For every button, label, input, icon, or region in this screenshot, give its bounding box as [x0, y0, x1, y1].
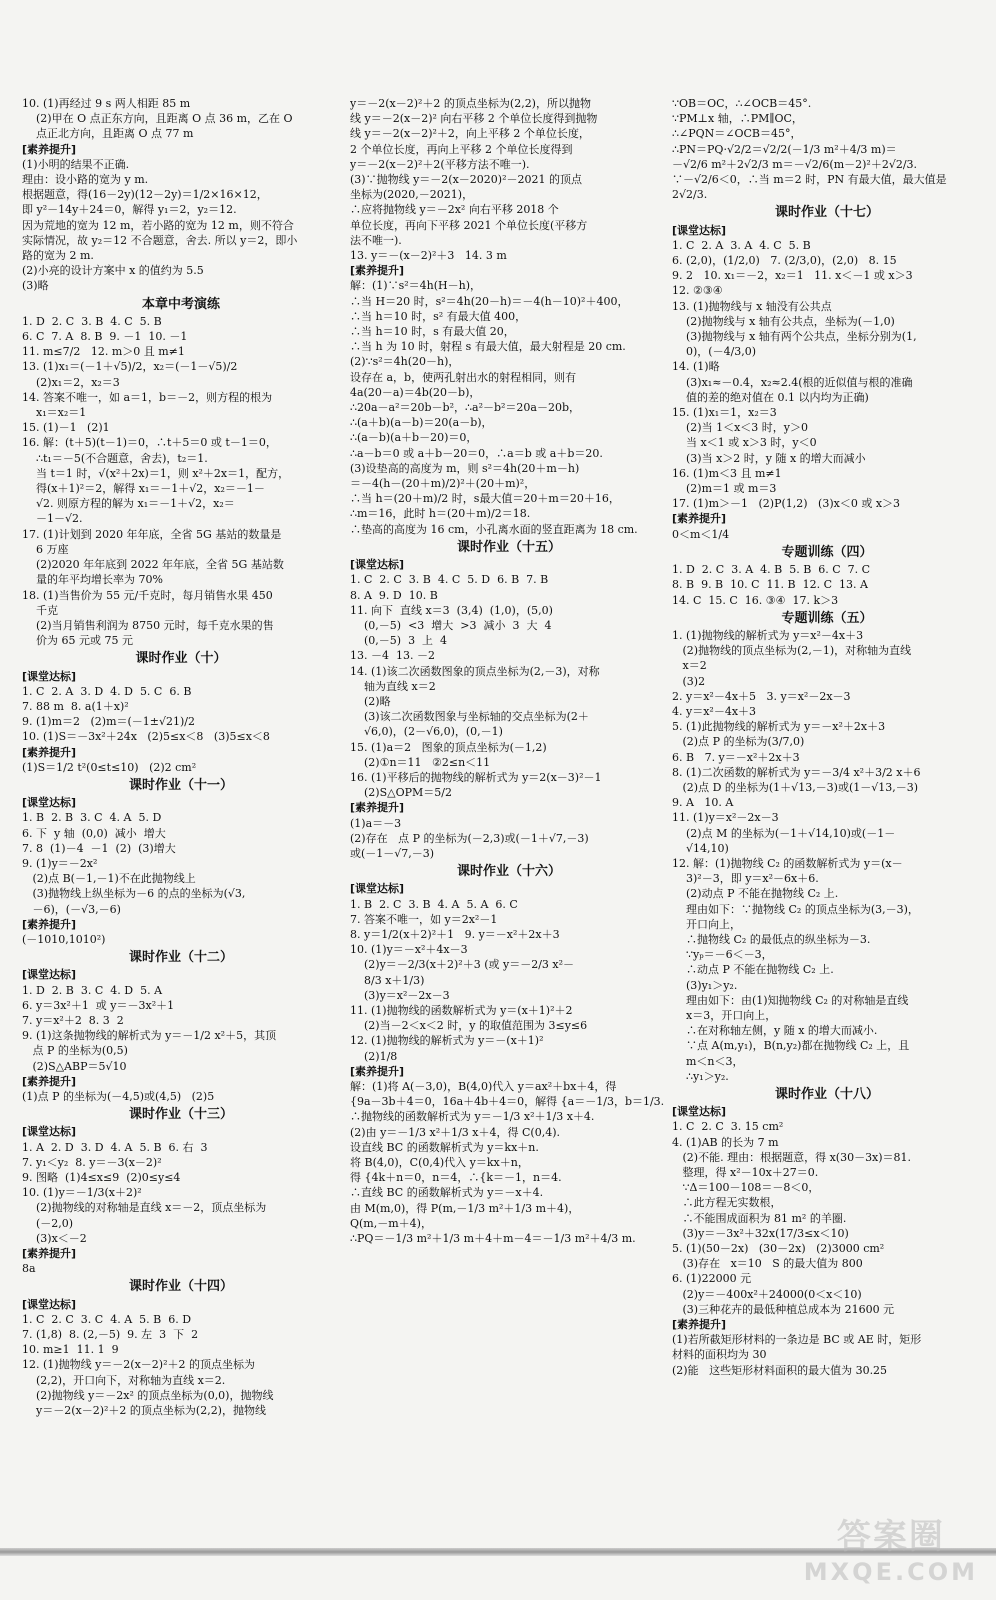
section-heading: 课时作业（十六） — [456, 864, 561, 880]
answer-line: (2)y＝－400x²＋24000(0＜x＜10) — [672, 1287, 862, 1301]
answer-line: ∴此方程无实数根， — [672, 1196, 782, 1210]
answer-line: 5. (1)此抛物线的解析式为 y＝－x²＋2x＋3 — [672, 720, 886, 734]
section-tag: [课堂达标] — [350, 558, 405, 572]
answer-line: 1. D 2. C 3. B 4. C 5. B — [22, 314, 162, 328]
section-tag: [课堂达标] — [672, 223, 727, 237]
watermark — [804, 1509, 978, 1586]
answer-line: ∴应将抛物线 y＝－2x² 向右平移 2018 个 — [350, 203, 559, 217]
answer-line: 4a(20－a)＝4b(20－b)， — [350, 385, 481, 399]
answer-line: －6)，(－√3,－6) — [22, 902, 121, 916]
answer-line: (1)若所截矩形材料的一条边是 BC 或 AE 时，矩形 — [672, 1333, 922, 1347]
answer-line: (2)S△ABP＝5√10 — [22, 1059, 127, 1073]
answer-line: 2. y＝x²－4x＋5 3. y＝x²－2x－3 — [672, 689, 851, 703]
answer-line: 开口向上， — [672, 917, 741, 931]
answer-line: 14. 答案不唯一，如 a＝1，b＝－2，则方程的根为 — [22, 390, 273, 404]
answer-line: (3)当 x＞2 时，y 随 x 的增大而减小 — [672, 451, 866, 465]
answer-line: 12. (1)抛物线的解析式为 y＝－(x＋1)² — [350, 1034, 544, 1048]
answer-line: 8. (1)二次函数的解析式为 y＝－3/4 x²＋3/2 x＋6 — [672, 765, 921, 779]
answer-line: √6,0)，(2－√6,0)，(0,－1) — [350, 725, 503, 739]
answer-line: (3)y₁＞y₂. — [672, 978, 738, 992]
answer-line: (3)三种花卉的最低种植总成本为 21600 元 — [672, 1302, 895, 1316]
answer-line: 0)，(－4/3,0) — [672, 345, 757, 359]
answer-line: 11. m≤7/2 12. m＞0 且 m≠1 — [22, 345, 185, 359]
answer-line: (3)∵抛物线 y＝－2(x－2020)²－2021 的顶点 — [350, 173, 582, 187]
answer-line: (0,－5) <3 增大 >3 减小 3 大 4 — [350, 618, 552, 632]
answer-line: (2)当月销售利润为 8750 元时，每千克水果的售 — [22, 618, 274, 632]
answer-line: (2)不能. 理由：根据题意，得 x(30－3x)＝81. — [672, 1150, 912, 1164]
answer-line: 12. ②③④ — [672, 284, 723, 298]
answer-line: (1)小明的结果不正确. — [22, 157, 130, 171]
answer-line: 14. C 15. C 16. ③④ 17. k＞3 — [672, 593, 839, 607]
answer-line: 9. 图略 (1)4≤x≤9 (2)0≤y≤4 — [22, 1171, 181, 1185]
answer-line: 得 {4k＋n＝0，n＝4，∴{k＝－1，n＝4. — [350, 1171, 562, 1185]
section-heading: 课时作业（十一） — [128, 777, 233, 793]
answer-line: 即 y²－14y＋24＝0，解得 y₁＝2，y₂＝12. — [22, 203, 237, 217]
answer-line: 路的宽为 2 m. — [22, 249, 94, 263]
answer-line: ∴∠PQN＝∠OCB＝45°， — [672, 127, 802, 141]
answer-line: ∴20a－a²＝20b－b²，∴a²－b²＝20a－20b， — [350, 401, 581, 415]
section-tag: [课堂达标] — [22, 1297, 77, 1311]
answer-line: (2)抛物线与 x 轴有公共点，坐标为(－1,0) — [672, 314, 895, 328]
answer-line: 1. C 2. A 3. D 4. D 5. C 6. B — [22, 684, 192, 698]
answer-line: ∴m＝16，此时 h＝(20＋m)/2＝18. — [350, 507, 531, 521]
answer-line: ∴PQ＝－1/3 m²＋1/3 m＋4＋m－4＝－1/3 m²＋4/3 m. — [350, 1232, 636, 1246]
answer-line: 9. (1)y＝－2x² — [22, 856, 98, 870]
answer-line: 18. (1)当售价为 55 元/千克时，每月销售水果 450 — [22, 588, 273, 602]
answer-line: y＝－2(x－2)²＋2 的顶点坐标为(2,2)，抛物线 — [22, 1404, 266, 1418]
answer-line: ∴PN＝PQ·√2/2＝√2/2(－1/3 m²＋4/3 m)＝ — [672, 142, 897, 156]
answer-line: 8. y＝1/2(x＋2)²＋1 9. y＝－x²＋2x＋3 — [350, 927, 560, 941]
answer-line: 16. (1)m＜3 且 m≠1 — [672, 466, 782, 480]
answer-line: 坐标为(2020,－2021)， — [350, 188, 474, 202]
answer-line: 7. y＝x²＋2 8. 3 2 — [22, 1013, 124, 1027]
answer-line: 10. (1)y＝－1/3(x＋2)² — [22, 1186, 142, 1200]
answer-line: (2)甲在 O 点正东方向，且距离 O 点 36 m，乙在 O — [22, 112, 293, 126]
answer-line: 17. (1)m＞－1 (2)P(1,2) (3)x＜0 或 x＞3 — [672, 497, 901, 511]
answer-line: 理由如下：∵抛物线 C₂ 的顶点坐标为(3,－3)， — [672, 902, 919, 916]
answer-line: ∴当 h＝10 时，s² 有最大值 400， — [350, 309, 527, 323]
answer-line: ∴抛物线的函数解析式为 y＝－1/3 x²＋1/3 x＋4. — [350, 1110, 595, 1124]
answer-line: (2)点 D 的坐标为(1＋√13,－3)或(1－√13,－3) — [672, 780, 919, 794]
answer-line: 1. A 2. D 3. D 4. A 5. B 6. 右 3 — [22, 1140, 208, 1154]
answer-line: (2)存在 点 P 的坐标为(－2,3)或(－1＋√7,－3) — [350, 831, 589, 845]
answer-line: x＝2 — [672, 659, 707, 673]
answer-line: 8/3 x＋1/3) — [350, 973, 425, 987]
answer-line: 6. y＝3x²＋1 或 y＝－3x²＋1 — [22, 998, 175, 1012]
section-heading: 本章中考演练 — [141, 296, 220, 312]
answer-line: －√2/6 m²＋2√2/3 m＝－√2/6(m－2)²＋2√2/3. — [672, 157, 918, 171]
answer-line: ∵点 A(m,y₁)，B(n,y₂)都在抛物线 C₂ 上，且 — [672, 1039, 910, 1053]
answer-line: ∴直线 BC 的函数解析式为 y＝－x＋4. — [350, 1186, 544, 1200]
answer-line: 6. (2,0)，(1/2,0) 7. (2/3,0)，(2,0) 8. 15 — [672, 254, 897, 268]
answer-line: (2)S△OPM＝5/2 — [350, 786, 452, 800]
answer-line: 3)²－3，即 y＝x²－6x＋6. — [672, 872, 819, 886]
answer-line: {9a－3b＋4＝0，16a＋4b＋4＝0，解得 {a＝－1/3，b＝1/3. — [350, 1095, 665, 1109]
answer-line: √14,10) — [672, 841, 729, 855]
section-tag: [素养提升] — [22, 142, 77, 156]
answer-line: ∴当 H＝20 时，s²＝4h(20－h)＝－4(h－10)²＋400， — [350, 294, 629, 308]
section-heading: 课时作业（十） — [135, 651, 227, 667]
section-heading: 课时作业（十二） — [128, 950, 233, 966]
answer-line: 整理，得 x²－10x＋27＝0. — [672, 1166, 819, 1180]
answer-line: ＝－4(h－(20＋m)/2)²＋(20＋m)²， — [350, 477, 536, 491]
answer-line: 2 个单位长度，再向上平移 2 个单位长度得到 — [350, 142, 573, 156]
answer-line: (2)点 B(－1,－1)不在此抛物线上 — [22, 872, 196, 886]
column-middle — [350, 96, 668, 1246]
answer-line: (2,2)，开口向下，对称轴为直线 x＝2. — [22, 1373, 226, 1387]
answer-line: 9. 2 10. x₁＝－2，x₂＝1 11. x＜－1 或 x＞3 — [672, 269, 913, 283]
answer-line: 根据题意，得(16－2y)(12－2y)＝1/2×16×12， — [22, 188, 268, 202]
answer-line: (3)略 — [22, 279, 49, 293]
section-heading: 课时作业（十四） — [128, 1279, 233, 1295]
section-tag: [素养提升] — [672, 512, 727, 526]
answer-line: 6. 下 y 轴 (0,0) 减小 增大 — [22, 826, 166, 840]
answer-line: 1. D 2. C 3. A 4. B 5. B 6. C 7. C — [672, 563, 871, 577]
answer-line: (3)2 — [672, 674, 706, 688]
answer-line: 线 y＝－2(x－2)²＋2，向上平移 2 个单位长度， — [350, 127, 590, 141]
answer-line: 1. B 2. B 3. C 4. A 5. D — [22, 811, 162, 825]
answer-line: 价为 65 元或 75 元 — [22, 634, 133, 648]
answer-line: (2)①n＝11 ②2≤n＜11 — [350, 755, 491, 769]
answer-line: 16. (1)平移后的抛物线的解析式为 y＝2(x－3)²－1 — [350, 770, 602, 784]
answer-line: (3)x₁≈－0.4，x₂≈2.4(根的近似值与根的准确 — [672, 375, 913, 389]
answer-line: 轴为直线 x＝2 — [350, 679, 436, 693]
answer-line: 10. m≥1 11. 1 9 — [22, 1343, 119, 1357]
answer-line: ∴当 h＝10 时，s 有最大值 20， — [350, 325, 515, 339]
answer-line: ∵PM⊥x 轴，∴PM∥OC， — [672, 112, 803, 126]
answer-line: ∴垫高的高度为 16 cm，小孔离水面的竖直距离为 18 cm. — [350, 522, 638, 536]
answer-line: (2)当 1＜x＜3 时，y＞0 — [672, 421, 808, 435]
answer-line: 1. (1)抛物线的解析式为 y＝x²－4x＋3 — [672, 628, 864, 642]
answer-line: ∵OB＝OC，∴∠OCB＝45°. — [672, 97, 812, 110]
answer-line: (1)S＝1/2 t²(0≤t≤10) (2)2 cm² — [22, 760, 197, 774]
answer-line: 9. (1)m＝2 (2)m＝(－1±√21)/2 — [22, 715, 196, 729]
answer-line: (2)抛物线的顶点坐标为(2,－1)，对称轴为直线 — [672, 644, 912, 658]
answer-line: 设存在 a，b，使两孔射出水的射程相同，则有 — [350, 370, 577, 384]
section-tag: [素养提升] — [672, 1318, 727, 1332]
answer-line: x₁＝x₂＝1 — [22, 406, 87, 420]
answer-line: 1. C 2. C 3. B 4. C 5. D 6. B 7. B — [350, 573, 549, 587]
answer-line: 10. (1)再经过 9 s 两人相距 85 m — [22, 97, 191, 110]
answer-line: 15. (1)－1 (2)1 — [22, 421, 110, 435]
answer-line: (－1010,1010²) — [22, 932, 106, 946]
answer-line: ∴t₁＝－5(不合题意，舍去)，t₂＝1. — [22, 451, 208, 465]
answer-line: ∴当 h＝(20＋m)/2 时，s最大值＝20＋m＝20＋16， — [350, 492, 620, 506]
answer-line: √2. 则原方程的解为 x₁＝－1＋√2，x₂＝ — [22, 497, 235, 511]
answer-line: 或(－1－√7,－3) — [350, 846, 435, 860]
answer-line: 解：(1)将 A(－3,0)，B(4,0)代入 y＝ax²＋bx＋4，得 — [350, 1080, 617, 1093]
answer-line: 7. 答案不唯一，如 y＝2x²－1 — [350, 912, 498, 926]
answer-line: (0,－5) 3 上 4 — [350, 634, 448, 648]
section-tag: [素养提升] — [350, 1064, 405, 1078]
answer-line: 11. 向下 直线 x＝3 (3,4) (1,0)，(5,0) — [350, 603, 553, 617]
answer-line: (－2,0) — [22, 1216, 74, 1230]
column-right — [672, 96, 982, 1378]
answer-line: 16. 解：(t＋5)(t－1)＝0，∴t＋5＝0 或 t－1＝0， — [22, 436, 277, 450]
answer-line: 7. y₁＜y₂ 8. y＝－3(x－2)² — [22, 1155, 162, 1169]
answer-line: y＝－2(x－2)²＋2(平移方法不唯一). — [350, 157, 530, 171]
answer-line: 解：(1)∵s²＝4h(H－h)， — [350, 279, 481, 293]
section-heading: 课时作业（十八） — [774, 1087, 879, 1102]
section-tag: [素养提升] — [22, 1074, 77, 1088]
answer-line: 量的年平均增长率为 70% — [22, 573, 163, 587]
answer-line: (2)小亮的设计方案中 x 的值约为 5.5 — [22, 264, 204, 278]
answer-line: 17. (1)计划到 2020 年年底，全省 5G 基站的数量是 — [22, 527, 282, 541]
answer-line: ∴动点 P 不能在抛物线 C₂ 上. — [672, 963, 834, 977]
answer-line: 将 B(4,0)，C(0,4)代入 y＝kx＋n， — [350, 1156, 529, 1170]
answer-line: 1. C 2. A 3. A 4. C 5. B — [672, 238, 811, 252]
section-tag: [素养提升] — [350, 801, 405, 815]
answer-line: 0＜m＜1/4 — [672, 527, 730, 541]
column-left — [22, 96, 340, 1418]
answer-line: 得(x＋1)²＝2，解得 x₁＝－1＋√2，x₂＝－1－ — [22, 482, 265, 496]
answer-line: ∴当 h 为 10 时，射程 s 有最大值，最大射程是 20 cm. — [350, 340, 626, 354]
answer-line: 6 万座 — [22, 542, 69, 556]
answer-line: (3)x＜－2 — [22, 1231, 87, 1245]
answer-line: 9. (1)这条抛物线的解析式为 y＝－1/2 x²＋5，其顶 — [22, 1029, 277, 1043]
section-tag: [课堂达标] — [22, 1125, 77, 1139]
section-heading: 课时作业（十五） — [456, 539, 561, 555]
answer-line: 15. (1)a＝2 图象的顶点坐标为(－1,2) — [350, 740, 547, 754]
answer-line: 12. 解：(1)抛物线 C₂ 的函数解析式为 y＝(x－ — [672, 856, 903, 870]
answer-line: ∵－√2/6＜0，∴当 m＝2 时，PN 有最大值，最大值是 2√2/3. — [672, 173, 951, 202]
answer-line: 1. C 2. C 3. C 4. A 5. B 6. D — [22, 1312, 192, 1326]
answer-line: ∴a－b＝0 或 a＋b－20＝0，∴a＝b 或 a＋b＝20. — [350, 446, 603, 460]
section-tag: [课堂达标] — [672, 1105, 727, 1119]
answer-line: (2)动点 P 不能在抛物线 C₂ 上. — [672, 887, 839, 901]
section-tag: [素养提升] — [22, 1247, 77, 1261]
answer-line: (2)能 这些矩形材料面积的最大值为 30.25 — [672, 1363, 888, 1377]
answer-line: (1)点 P 的坐标为(－4,5)或(4,5) (2)5 — [22, 1090, 215, 1103]
answer-line: ∴(a＋b)(a－b)＝20(a－b)， — [350, 416, 493, 430]
section-tag: [素养提升] — [22, 745, 77, 759]
answer-line: ∵yₚ＝－6＜－3， — [672, 948, 773, 962]
answer-line: 单位长度，再向下平移 2021 个单位长度(平移方 — [350, 218, 588, 232]
answer-line: 9. A 10. A — [672, 796, 734, 810]
answer-line: (2)抛物线的对称轴是直线 x＝－2，顶点坐标为 — [22, 1201, 267, 1215]
answer-line: (2)由 y＝－1/3 x²＋1/3 x＋4，得 C(0,4). — [350, 1125, 560, 1139]
answer-line: (1)a＝－3 — [350, 816, 402, 830]
answer-line: (2)2020 年年底到 2022 年年底，全省 5G 基站数 — [22, 558, 284, 572]
answer-line: 7. 88 m 8. a(1＋x)² — [22, 699, 129, 713]
answer-line: (3)y＝－3x²＋32x(17/3≤x＜10) — [672, 1226, 849, 1240]
answer-line: 千克 — [22, 603, 58, 617]
answer-line: 点正北方向，且距离 O 点 77 m — [22, 127, 194, 141]
answer-line: ∴y₁＞y₂. — [672, 1069, 729, 1083]
answer-line: 5. (1)(50－2x) (30－2x) (2)3000 cm² — [672, 1242, 885, 1256]
answer-line: (3)y＝x²－2x－3 — [350, 988, 450, 1002]
section-tag: [课堂达标] — [22, 796, 77, 810]
answer-line: y＝－2(x－2)²＋2 的顶点坐标为(2,2)，所以抛物 — [350, 97, 591, 110]
answer-line: 4. (1)AB 的长为 7 m — [672, 1135, 779, 1149]
answer-line: 12. (1)抛物线 y＝－2(x－2)²＋2 的顶点坐标为 — [22, 1358, 255, 1372]
answer-line: (2)∵s²＝4h(20－h)， — [350, 355, 460, 369]
answer-line: 值的差的绝对值在 0.1 以内均为正确) — [672, 390, 869, 404]
answer-line: 当 x＜1 或 x＞3 时，y＜0 — [672, 436, 817, 450]
answer-line: x＝3，开口向上， — [672, 1008, 777, 1022]
answer-line: 1. C 2. C 3. 15 cm² — [672, 1120, 784, 1134]
answer-line: 7. 8 (1)－4 －1 (2) (3)增大 — [22, 841, 176, 855]
answer-line: 14. (1)该二次函数图象的顶点坐标为(2,－3)，对称 — [350, 664, 600, 678]
answer-line: (3)抛物线上纵坐标为－6 的点的坐标为(√3, — [22, 887, 246, 901]
answer-line: (3)抛物线与 x 轴有两个公共点，坐标分别为(1, — [672, 330, 917, 344]
section-tag: [课堂达标] — [22, 669, 77, 683]
answer-line: 11. (1)抛物线的函数解析式为 y＝(x＋1)²＋2 — [350, 1003, 573, 1017]
section-heading: 专题训练（四） — [781, 544, 873, 560]
answer-line: －1－√2. — [22, 512, 83, 526]
answer-line: 法不唯一). — [350, 233, 402, 247]
answer-line: (2)点 P 的坐标为(3/7,0) — [672, 735, 805, 749]
answer-line: 8. B 9. B 10. C 11. B 12. C 13. A — [672, 578, 868, 592]
section-tag: [素养提升] — [22, 917, 77, 931]
answer-line: 1. B 2. C 3. B 4. A 5. A 6. C — [350, 897, 518, 911]
answer-line: 当 t＝1 时，√(x²＋2x)＝1，则 x²＋2x＝1，配方， — [22, 466, 290, 480]
answer-line: 设直线 BC 的函数解析式为 y＝kx＋n. — [350, 1140, 539, 1154]
answer-line: 11. (1)y＝x²－2x－3 — [672, 811, 779, 825]
answer-line: (3)该二次函数图象与坐标轴的交点坐标为(2＋ — [350, 710, 589, 724]
answer-line: 理由如下：由(1)知抛物线 C₂ 的对称轴是直线 — [672, 993, 909, 1007]
answer-line: 6. B 7. y＝－x²＋2x＋3 — [672, 750, 800, 764]
watermark-url: MXQE.COM — [803, 1558, 978, 1586]
answer-line: ∴(a－b)(a＋b－20)＝0， — [350, 431, 478, 445]
answer-line: (3)存在 x＝10 S 的最大值为 800 — [672, 1257, 863, 1271]
section-tag: [课堂达标] — [350, 882, 405, 896]
answer-line: (3)设垫高的高度为 m，则 s²＝4h(20＋m－h) — [350, 461, 580, 475]
answer-line: (2)1/8 — [350, 1049, 398, 1063]
answer-line: 线 y＝－2(x－2)² 向右平移 2 个单位长度得到抛物 — [350, 112, 598, 126]
answer-line: (2)点 M 的坐标为(－1＋√14,10)或(－1－ — [672, 826, 896, 840]
answer-line: 10. (1)y＝－x²＋4x－3 — [350, 943, 468, 957]
answer-line: 8. A 9. D 10. B — [350, 588, 438, 602]
answer-line: 实际情况，故 y₂＝12 不合题意，舍去. 所以 y＝2，即小 — [22, 233, 298, 247]
section-heading: 专题训练（五） — [781, 610, 873, 626]
answer-line: 14. (1)略 — [672, 360, 720, 374]
answer-line: m＜n＜3， — [672, 1054, 744, 1068]
answer-line: (2)当－2＜x＜2 时，y 的取值范围为 3≤y≤6 — [350, 1019, 588, 1033]
answer-line: 6. (1)22000 元 — [672, 1272, 752, 1286]
answer-line: ∴在对称轴左侧，y 随 x 的增大而减小. — [672, 1024, 878, 1038]
answer-line: Q(m,－m＋4)， — [350, 1216, 432, 1230]
answer-line: (2)m＝1 或 m＝3 — [672, 482, 777, 496]
answer-line: 7. (1,8) 8. (2,－5) 9. 左 3 下 2 — [22, 1328, 199, 1342]
answer-line: 15. (1)x₁＝1，x₂＝3 — [672, 406, 777, 420]
section-heading: 课时作业（十七） — [774, 205, 879, 221]
answer-line: (2)抛物线 y＝－2x² 的顶点坐标为(0,0)，抛物线 — [22, 1388, 274, 1402]
answer-line: 13. －4 13. －2 — [350, 649, 435, 663]
section-heading: 课时作业（十三） — [128, 1107, 233, 1123]
answer-line: 因为荒地的宽为 12 m，若小路的宽为 12 m，则不符合 — [22, 218, 294, 232]
answer-line: 13. (1)抛物线与 x 轴没有公共点 — [672, 299, 832, 313]
answer-line: 8a — [22, 1262, 36, 1276]
answer-line: 点 P 的坐标为(0,5) — [22, 1044, 128, 1058]
answer-line: (2)y＝－2/3(x＋2)²＋3 (或 y＝－2/3 x²－ — [350, 958, 575, 972]
answer-line: 由 M(m,0)，得 P(m,－1/3 m²＋1/3 m＋4)， — [350, 1201, 580, 1215]
answer-line: ∵Δ＝100－108＝－8＜0， — [672, 1181, 820, 1195]
answer-line: 1. D 2. B 3. C 4. D 5. A — [22, 983, 163, 997]
watermark-logo: 答案圈 — [836, 1517, 945, 1557]
answer-line: 13. (1)x₁＝(－1＋√5)/2，x₂＝(－1－√5)/2 — [22, 360, 238, 374]
answer-line: 13. y＝－(x－2)²＋3 14. 3 m — [350, 249, 507, 263]
answer-line: 理由：设小路的宽为 y m. — [22, 173, 149, 187]
answer-line: 10. (1)S＝－3x²＋24x (2)5≤x＜8 (3)5≤x＜8 — [22, 730, 270, 744]
answer-line: 4. y＝x²－4x＋3 — [672, 704, 757, 718]
answer-line: ∴抛物线 C₂ 的最低点的纵坐标为－3. — [672, 932, 871, 946]
section-tag: [课堂达标] — [22, 968, 77, 982]
answer-line: ∴不能围成面积为 81 m² 的羊圈. — [672, 1211, 847, 1225]
section-tag: [素养提升] — [350, 264, 405, 278]
answer-line: (2)略 — [350, 694, 391, 708]
answer-line: 材料的面积均为 30 — [672, 1348, 767, 1362]
answer-line: (2)x₁＝2，x₂＝3 — [22, 375, 120, 389]
answer-line: 6. C 7. A 8. B 9. －1 10. －1 — [22, 330, 188, 344]
